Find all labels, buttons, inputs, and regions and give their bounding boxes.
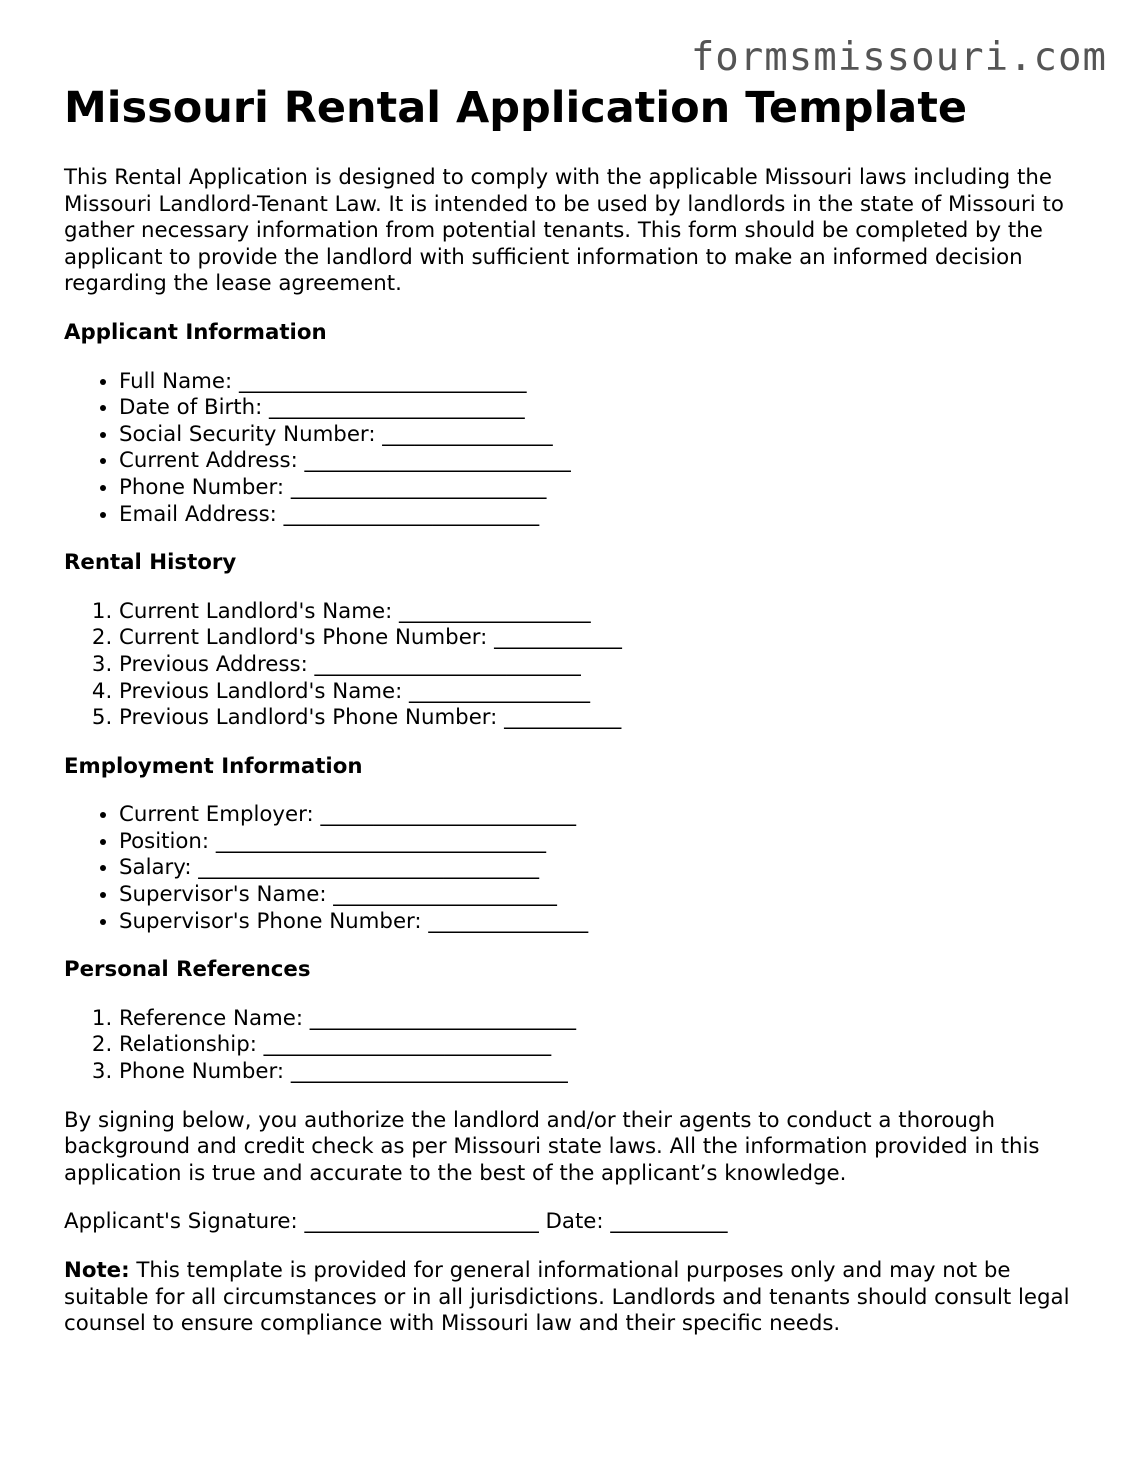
list-item-reference-phone: 3. Phone Number: __________________________ xyxy=(119,1059,1074,1086)
section-heading-references: Personal References xyxy=(64,957,311,983)
note-label: Note: xyxy=(64,1258,130,1283)
signature-line: Applicant's Signature: ______________________ Date: ___________ xyxy=(64,1209,728,1235)
list-item-ssn: • Social Security Number: ________________ xyxy=(119,422,1074,449)
site-watermark: formsmissouri.com xyxy=(690,35,1107,80)
applicant-info-list xyxy=(64,369,1074,529)
list-item-supervisor-phone: • Supervisor's Phone Number: _______________ xyxy=(119,909,1074,936)
list-item-reference-name: 1. Reference Name: _________________________ xyxy=(119,1006,1074,1033)
note-paragraph xyxy=(64,1258,1074,1338)
list-item-salary: • Salary: ________________________________ xyxy=(119,855,1074,882)
consent-paragraph: By signing below, you authorize the landlord and/or their agents to conduct a thorough background and credit check as per Missouri state laws. All the information provided in this application is true and accurate to the best of the applicant’s knowledge. xyxy=(64,1107,1040,1186)
list-item-current-landlord-name: 1. Current Landlord's Name: __________________ xyxy=(119,599,1074,626)
list-item-date-of-birth: • Date of Birth: ________________________ xyxy=(119,395,1074,422)
note-text: This template is provided for general informational purposes only and may not be suitable for all circumstances or in all jurisdictions. Landlords and tenants should consult legal counsel to ensure compliance with Missouri law and their specific needs. xyxy=(64,1258,1070,1337)
document-body xyxy=(64,82,1074,1338)
personal-references-list xyxy=(64,1006,1074,1086)
list-item-supervisor-name: • Supervisor's Name: _____________________ xyxy=(119,882,1074,909)
list-item-relationship: 2. Relationship: ___________________________ xyxy=(119,1032,1074,1059)
list-item-current-address: • Current Address: _________________________ xyxy=(119,448,1074,475)
list-item-previous-landlord-name: 4. Previous Landlord's Name: _________________ xyxy=(119,679,1074,706)
list-item-position: • Position: _______________________________ xyxy=(119,829,1074,856)
rental-history-list xyxy=(64,599,1074,732)
list-item-current-landlord-phone: 2. Current Landlord's Phone Number: ____________ xyxy=(119,625,1074,652)
list-item-previous-landlord-phone: 5. Previous Landlord's Phone Number: ___________ xyxy=(119,705,1074,732)
list-item-full-name: • Full Name: ___________________________ xyxy=(119,369,1074,396)
page-title: Missouri Rental Application Template xyxy=(64,83,968,133)
list-item-email-address: • Email Address: ________________________ xyxy=(119,502,1074,529)
list-item-phone-number: • Phone Number: ________________________ xyxy=(119,475,1074,502)
list-item-previous-address: 3. Previous Address: _________________________ xyxy=(119,652,1074,679)
section-heading-rental-history: Rental History xyxy=(64,550,237,576)
section-heading-applicant: Applicant Information xyxy=(64,319,327,345)
list-item-current-employer: • Current Employer: ________________________ xyxy=(119,802,1074,829)
section-heading-employment: Employment Information xyxy=(64,753,363,779)
employment-info-list xyxy=(64,802,1074,935)
intro-paragraph: This Rental Application is designed to comply with the applicable Missouri laws including the Missouri Landlord-Tenant Law. It is intended to be used by landlords in the state of Missouri to gather necessary information from potential tenants. This form should be completed by the applicant to provide the landlord with sufficient information to make an informed decision regarding the lease agreement. xyxy=(64,165,1064,297)
